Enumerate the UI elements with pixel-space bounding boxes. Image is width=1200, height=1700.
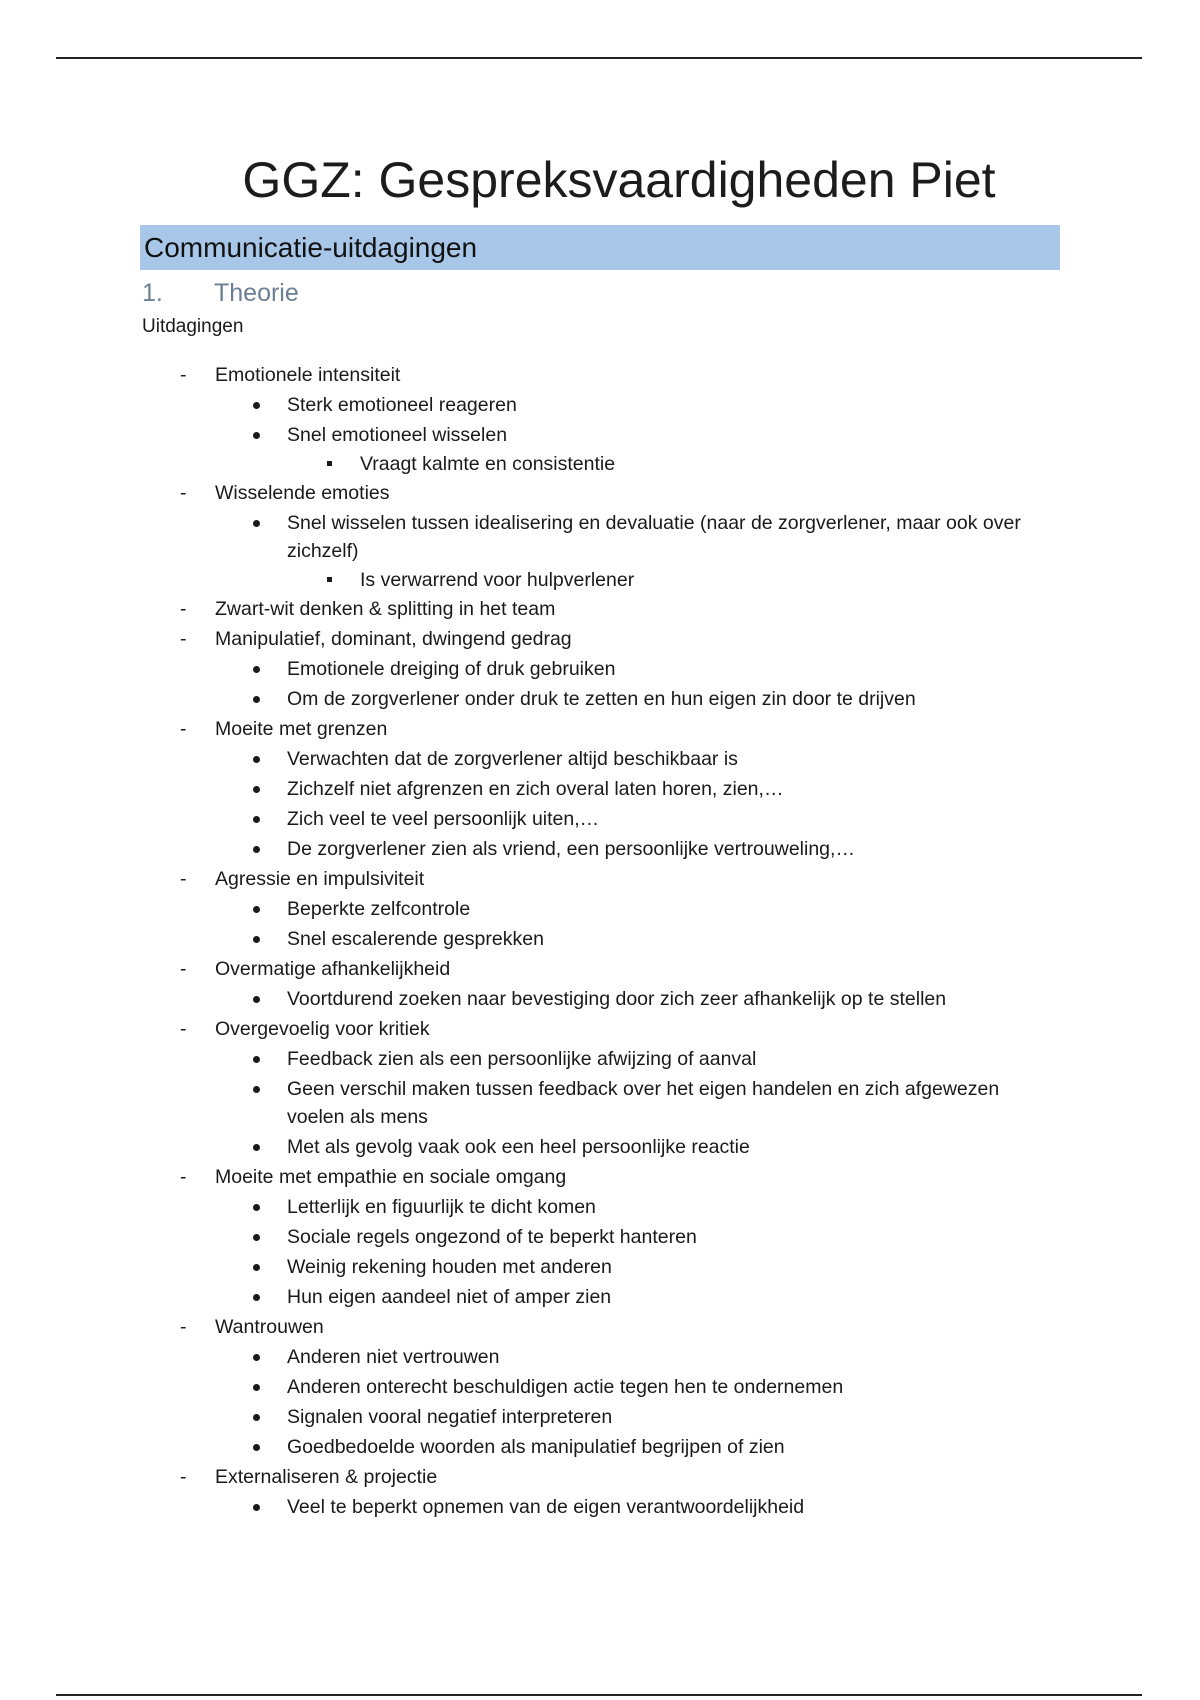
subsection-heading: [142, 277, 299, 309]
nested-list-item: Is verwarrend voor hulpverlener: [0, 566, 1200, 594]
list-item: - Emotionele intensiteit: [0, 360, 1200, 390]
challenges-list: [0, 360, 1200, 1522]
sub-list-item: Sociale regels ongezond of te beperkt hanteren: [0, 1222, 1047, 1252]
sub-list-item: Snel escalerende gesprekken: [0, 924, 1047, 954]
sub-list-item: Met als gevolg vaak ook een heel persoonlijke reactie: [0, 1132, 1047, 1162]
list-item: - Manipulatief, dominant, dwingend gedrag: [0, 624, 1200, 654]
sub-list-item: Letterlijk en figuurlijk te dicht komen: [0, 1192, 1047, 1222]
list-item: - Moeite met empathie en sociale omgang: [0, 1162, 1200, 1192]
bottom-rule: [56, 1694, 1142, 1696]
sub-list-item: Goedbedoelde woorden als manipulatief begrijpen of zien: [0, 1432, 1047, 1462]
list-item: - Overgevoelig voor kritiek: [0, 1014, 1200, 1044]
list-label: Uitdagingen: [142, 316, 244, 337]
sub-list-item: Geen verschil maken tussen feedback over het eigen handelen en zich afgewezen voelen als mens: [0, 1074, 1047, 1132]
sub-list-item: Veel te beperkt opnemen van de eigen verantwoordelijkheid: [0, 1492, 1047, 1522]
list-item: - Zwart-wit denken & splitting in het team: [0, 594, 1200, 624]
sub-list-item: Voortdurend zoeken naar bevestiging door zich zeer afhankelijk op te stellen: [0, 984, 1047, 1014]
sub-list-item: Feedback zien als een persoonlijke afwijzing of aanval: [0, 1044, 1047, 1074]
sub-list-item: De zorgverlener zien als vriend, een persoonlijke vertrouweling,…: [0, 834, 1047, 864]
list-item: - Externaliseren & projectie: [0, 1462, 1200, 1492]
document-title: GGZ: Gespreksvaardigheden Piet: [242, 152, 996, 208]
list-item: - Wantrouwen: [0, 1312, 1200, 1342]
sub-list-item: Signalen vooral negatief interpreteren: [0, 1402, 1047, 1432]
section-heading: Communicatie-uitdagingen: [140, 225, 1060, 270]
subsection-title: Theorie: [214, 279, 299, 307]
sub-list-item: Beperkte zelfcontrole: [0, 894, 1047, 924]
sub-list-item: Weinig rekening houden met anderen: [0, 1252, 1047, 1282]
sub-list-item: Sterk emotioneel reageren: [0, 390, 1047, 420]
sub-list-item: Anderen niet vertrouwen: [0, 1342, 1047, 1372]
nested-list-item: Vraagt kalmte en consistentie: [0, 450, 1200, 478]
sub-list-item: Hun eigen aandeel niet of amper zien: [0, 1282, 1047, 1312]
sub-list-item: Anderen onterecht beschuldigen actie tegen hen te ondernemen: [0, 1372, 1047, 1402]
sub-list-item: Snel emotioneel wisselen: [0, 420, 1047, 450]
list-item: - Wisselende emoties: [0, 478, 1200, 508]
list-item: - Overmatige afhankelijkheid: [0, 954, 1200, 984]
sub-list-item: Om de zorgverlener onder druk te zetten en hun eigen zin door te drijven: [0, 684, 1047, 714]
sub-list-item: Verwachten dat de zorgverlener altijd beschikbaar is: [0, 744, 1047, 774]
list-item: - Agressie en impulsiviteit: [0, 864, 1200, 894]
subsection-number: 1.: [142, 279, 163, 307]
sub-list-item: Snel wisselen tussen idealisering en devaluatie (naar de zorgverlener, maar ook over zichzelf): [0, 508, 1047, 566]
sub-list-item: Zich veel te veel persoonlijk uiten,…: [0, 804, 1047, 834]
top-rule: [56, 57, 1142, 59]
list-item: - Moeite met grenzen: [0, 714, 1200, 744]
sub-list-item: Zichzelf niet afgrenzen en zich overal laten horen, zien,…: [0, 774, 1047, 804]
sub-list-item: Emotionele dreiging of druk gebruiken: [0, 654, 1047, 684]
